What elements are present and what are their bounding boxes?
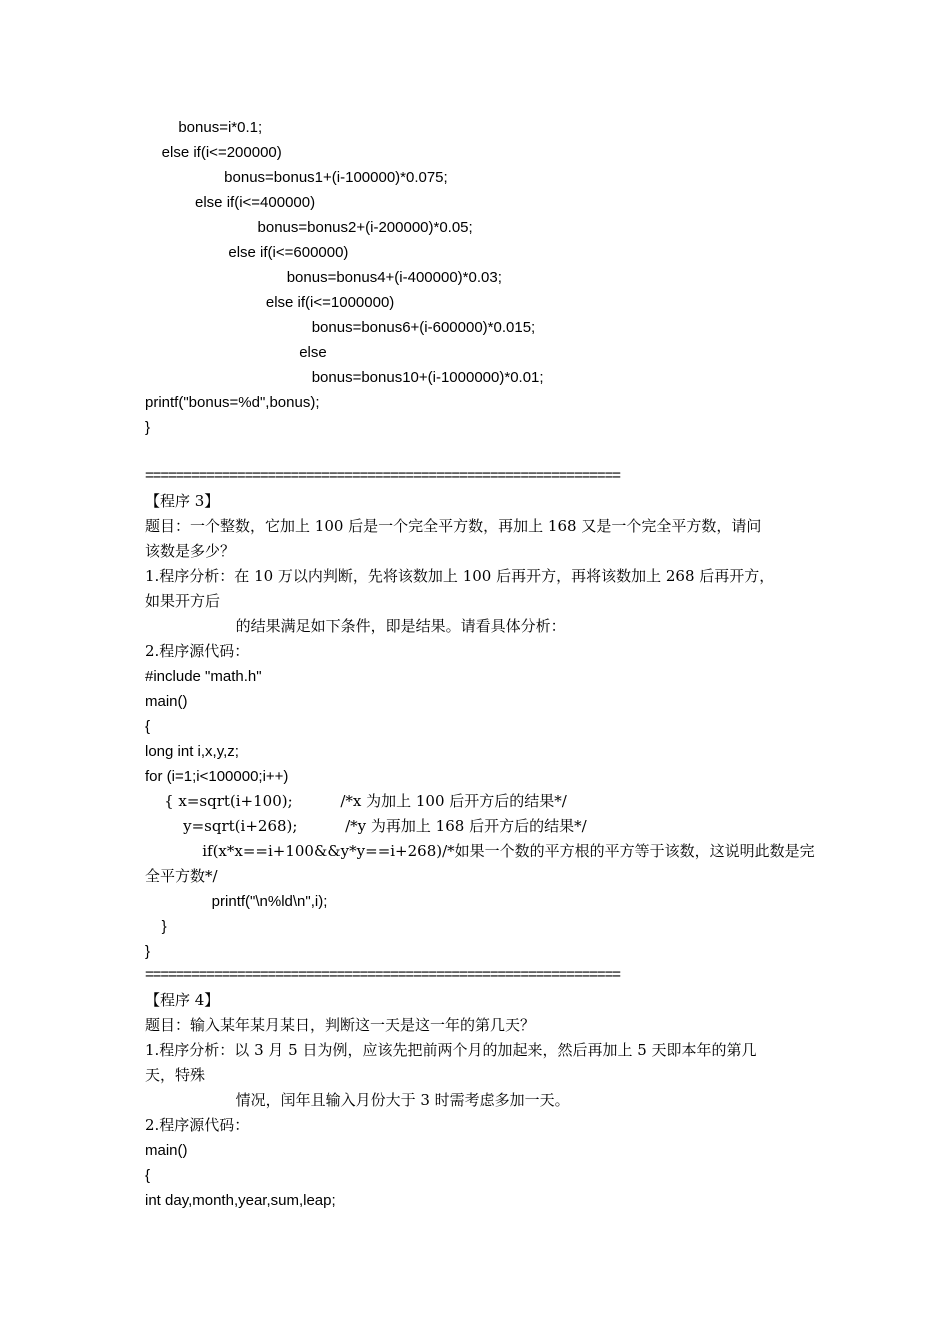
section-heading: 【程序 3】 — [145, 492, 220, 510]
code-line: int day,month,year,sum,leap; — [145, 1192, 336, 1209]
code-line: } — [145, 918, 167, 935]
code-line: { x=sqrt(i+100); /*x 为加上 100 后开方后的结果*/ — [145, 792, 567, 810]
code-line: } — [145, 419, 151, 436]
code-line: { — [145, 718, 151, 735]
code-line: bonus=bonus6+(i-600000)*0.015; — [145, 319, 536, 336]
code-line: for (i=1;i<100000;i++) — [145, 768, 289, 785]
code-line: bonus=bonus4+(i-400000)*0.03; — [145, 269, 502, 286]
text-line: 天，特殊 — [145, 1066, 206, 1084]
code-line: 全平方数*/ — [145, 867, 218, 885]
text-line: 情况，闰年且输入月份大于 3 时需考虑多加一天。 — [145, 1091, 570, 1109]
code-line: printf("bonus=%d",bonus); — [145, 394, 320, 411]
code-line: } — [145, 943, 151, 960]
text-line: 1.程序分析：在 10 万以内判断，先将该数加上 100 后再开方，再将该数加上 268 后再开方， — [145, 567, 775, 585]
text-line: 题目：输入某年某月某日，判断这一天是这一年的第几天？ — [145, 1016, 536, 1034]
code-line: bonus=bonus1+(i-100000)*0.075; — [145, 169, 448, 186]
text-line: 该数是多少？ — [145, 542, 236, 560]
separator-line: ============================================================== — [145, 467, 620, 484]
text-line: 的结果满足如下条件，即是结果。请看具体分析： — [145, 617, 566, 635]
code-line: y=sqrt(i+268); /*y 为再加上 168 后开方后的结果*/ — [145, 817, 587, 835]
code-line: else if(i<=200000) — [145, 144, 282, 161]
text-line: 如果开方后 — [145, 592, 221, 610]
code-line: long int i,x,y,z; — [145, 743, 239, 760]
code-line: else if(i<=600000) — [145, 244, 349, 261]
code-line: else — [145, 344, 327, 361]
code-line: main() — [145, 1142, 188, 1159]
code-line: #include "math.h" — [145, 668, 262, 685]
code-line: bonus=bonus10+(i-1000000)*0.01; — [145, 369, 544, 386]
separator-line: ============================================================== — [145, 966, 620, 983]
blank-line — [145, 440, 815, 465]
section-heading: 【程序 4】 — [145, 991, 220, 1009]
text-line: 题目：一个整数，它加上 100 后是一个完全平方数，再加上 168 又是一个完全平方数，请问 — [145, 517, 762, 535]
code-line: bonus=bonus2+(i-200000)*0.05; — [145, 219, 473, 236]
code-line: { — [145, 1167, 151, 1184]
code-line: printf("\n%ld\n",i); — [145, 893, 328, 910]
code-line: else if(i<=400000) — [145, 194, 316, 211]
text-line: 2.程序源代码： — [145, 642, 250, 660]
code-line: if(x*x==i+100&&y*y==i+268)/*如果一个数的平方根的平方等于该数，这说明此数是完 — [145, 842, 815, 860]
text-line: 2.程序源代码： — [145, 1116, 250, 1134]
text-line: 1.程序分析：以 3 月 5 日为例，应该先把前两个月的加起来，然后再加上 5 天即本年的第几 — [145, 1041, 757, 1059]
code-line: main() — [145, 693, 188, 710]
code-line: else if(i<=1000000) — [145, 294, 395, 311]
code-line: bonus=i*0.1; — [145, 119, 263, 136]
